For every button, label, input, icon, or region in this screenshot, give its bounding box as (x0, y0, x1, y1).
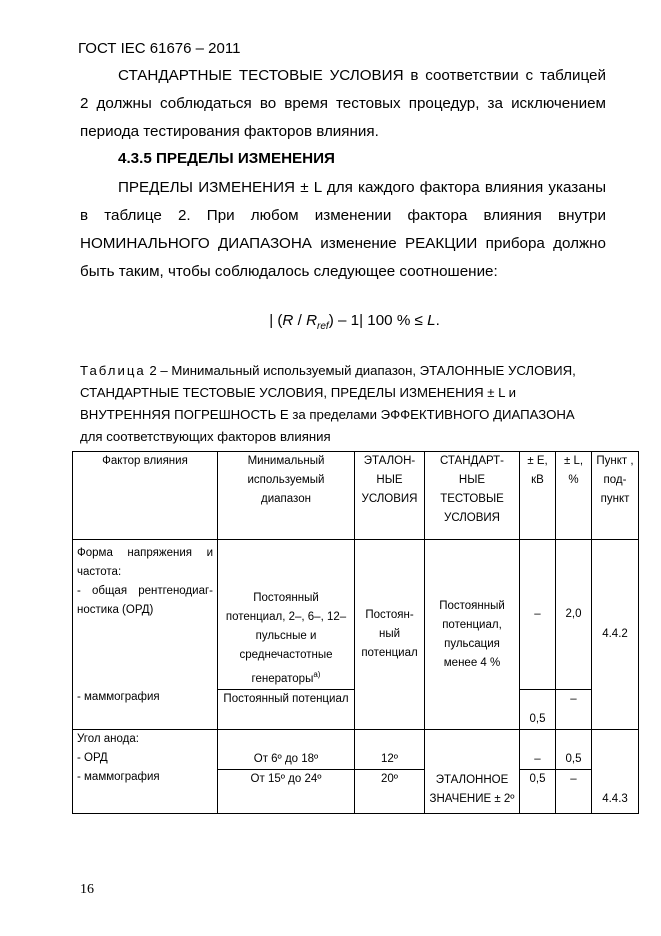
paragraph-line: СТАНДАРТНЫЕ ТЕСТОВЫЕ УСЛОВИЯ в соответствии с таблицей (118, 67, 606, 84)
cell-e-anode-mammo: 0,5 (520, 770, 556, 814)
cell-ref-anode-ord: 12º (355, 730, 425, 770)
section-heading: 4.3.5 ПРЕДЕЛЫ ИЗМЕНЕНИЯ (118, 150, 335, 167)
cell-range-ord: Постоянный потенциал, 2–, 6–, 12–пульсные и среднечастотные генераторы$^{a)}$ (218, 540, 355, 690)
table-header-row (73, 452, 639, 540)
cell-std-voltage: Постоянный потенциал, пульсация менее 4 % (425, 540, 520, 730)
header-std-conditions: СТАНДАРТ- НЫЕ ТЕСТОВЫЕ УСЛОВИЯ (425, 452, 520, 540)
page-number: 16 (80, 882, 94, 897)
header-ref-conditions: ЭТАЛОН- НЫЕ УСЛОВИЯ (355, 452, 425, 540)
cell-ref-voltage: Постоян- ный потенциал (355, 540, 425, 730)
cell-ref-anode-mammo: 20º (355, 770, 425, 814)
caption-line: СТАНДАРТНЫЕ ТЕСТОВЫЕ УСЛОВИЯ, ПРЕДЕЛЫ ИЗМЕНЕНИЯ ± L и (80, 385, 517, 400)
cell-e-anode-ord: – (520, 730, 556, 770)
cell-clause-443: 4.4.3 (592, 730, 639, 814)
header-l: ± L, % (556, 452, 592, 540)
influence-factors-table (72, 451, 639, 814)
document-header: ГОСТ IEC 61676 – 2011 (78, 40, 241, 57)
paragraph-line: ПРЕДЕЛЫ ИЗМЕНЕНИЯ ± L для каждого фактора влияния указаны (118, 179, 606, 196)
header-factor: Фактор влияния (73, 452, 218, 540)
cell-e-mammo: 0,5 (520, 690, 556, 730)
cell-l-anode-ord: 0,5 (556, 730, 592, 770)
cell-range-anode-ord: От 6º до 18º (218, 730, 355, 770)
cell-factor-voltage: Форма напряжения и частота: - общая рентгенодиаг- ностика (ОРД) - маммография (73, 540, 218, 730)
paragraph-line: 2 должны соблюдаться во время тестовых процедур, за исключением (80, 95, 606, 112)
header-min-range: Минимальный используемый диапазон (218, 452, 355, 540)
caption-line: ВНУТРЕННЯЯ ПОГРЕШНОСТЬ E за пределами ЭФФЕКТИВНОГО ДИАПАЗОНА (80, 407, 575, 422)
paragraph-limits (80, 174, 606, 286)
cell-factor-anode: Угол анода: - ОРД - маммография (73, 730, 218, 814)
paragraph-line: быть таким, чтобы соблюдалось следующее соотношение: (80, 263, 498, 280)
header-clause: Пункт , под- пункт (592, 452, 639, 540)
cell-l-anode-mammo: – (556, 770, 592, 814)
caption-line: Таблица 2 – Минимальный используемый диапазон, ЭТАЛОННЫЕ УСЛОВИЯ, (80, 363, 576, 378)
cell-clause-442: 4.4.2 (592, 540, 639, 730)
caption-label: Таблица (80, 363, 146, 378)
formula: | $(R / R_{ref}) - 1|$ 100 % ≤ L. (269, 312, 440, 333)
paragraph-line: в таблице 2. При любом изменении фактора влияния внутри (80, 207, 606, 224)
cell-l-ord: 2,0 (556, 540, 592, 690)
table-row (73, 540, 639, 690)
paragraph-standard-conditions (80, 62, 606, 146)
cell-range-anode-mammo: От 15º до 24º (218, 770, 355, 814)
paragraph-line: НОМИНАЛЬНОГО ДИАПАЗОНА изменение РЕАКЦИИ прибора должно (80, 235, 606, 252)
paragraph-line: периода тестирования факторов влияния. (80, 123, 379, 140)
cell-l-mammo: – (556, 690, 592, 730)
cell-range-mammo: Постоянный потенциал (218, 690, 355, 730)
header-e: ± E, кВ (520, 452, 556, 540)
cell-e-ord: – (520, 540, 556, 690)
caption-line: для соответствующих факторов влияния (80, 429, 331, 444)
table-caption (80, 360, 620, 448)
table-row (73, 730, 639, 770)
cell-std-anode: ЭТАЛОННОЕ ЗНАЧЕНИЕ ± 2º (425, 730, 520, 814)
